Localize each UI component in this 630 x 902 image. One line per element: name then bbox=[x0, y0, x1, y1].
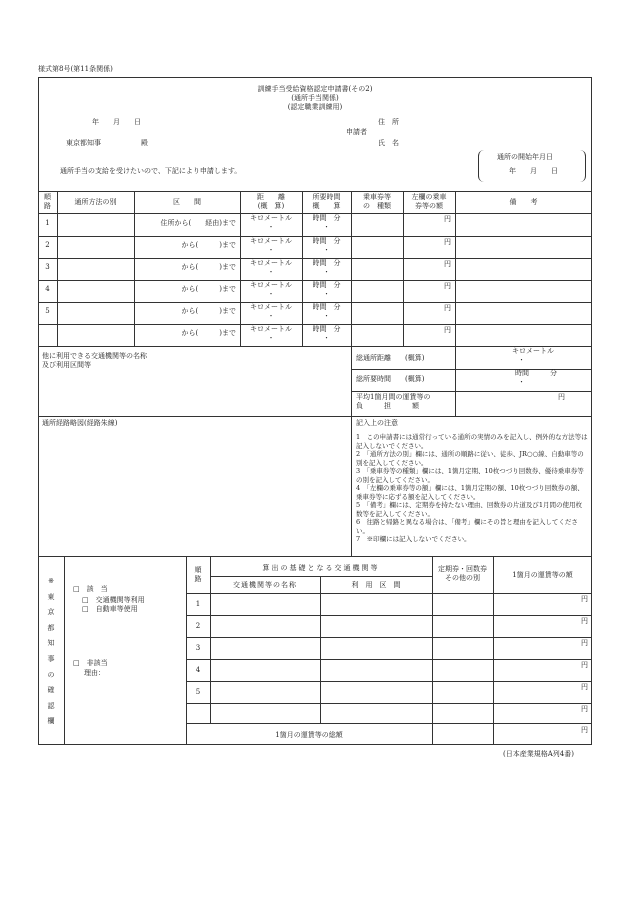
header-remarks: 備 考 bbox=[509, 198, 538, 206]
row-km[interactable]: キロメートル bbox=[250, 303, 292, 311]
date-label[interactable]: 年 月 日 bbox=[92, 118, 141, 126]
total-distance-unit[interactable]: キロメートル bbox=[512, 347, 554, 355]
form-id: 様式第8号(第11条関係) bbox=[38, 65, 113, 73]
not-applicable-checkbox[interactable]: □ 非該当 bbox=[73, 659, 108, 667]
conf-row-yen[interactable]: 円 bbox=[581, 617, 588, 625]
start-date-box[interactable] bbox=[478, 150, 586, 182]
total-distance-dot: ・ bbox=[518, 356, 525, 364]
row-order: 4 bbox=[45, 285, 50, 293]
note-item: 3 「乗車券等の種類」欄には、1箇月定期、10枚つづり回数券、優待乗車券等の別を記入してください。 bbox=[356, 467, 584, 484]
avg-fare-label: 平均1箇月間の運賃等の 負 担 額 bbox=[356, 393, 431, 410]
row-section[interactable]: から( )まで bbox=[181, 307, 236, 315]
row-km[interactable]: キロメートル bbox=[250, 325, 292, 333]
conf-row-order: 4 bbox=[195, 666, 201, 674]
title-line-2: (通所手当関係) bbox=[291, 94, 339, 102]
reason-label[interactable]: 理由： bbox=[84, 669, 105, 677]
row-km[interactable]: キロメートル bbox=[250, 281, 292, 289]
row-section[interactable]: から( )まで bbox=[181, 263, 236, 271]
title-line-3: (認定職業訓練用) bbox=[287, 103, 343, 111]
row-km-dot: ・ bbox=[267, 312, 275, 320]
row-order: 1 bbox=[45, 219, 50, 227]
row-section[interactable]: から( )まで bbox=[181, 329, 236, 337]
conf-row-yen[interactable]: 円 bbox=[581, 661, 588, 669]
total-time-dot: ・ bbox=[518, 378, 525, 386]
col-section: 利 用 区 間 bbox=[351, 581, 401, 589]
row-section[interactable]: から( )まで bbox=[181, 241, 236, 249]
row-order: 2 bbox=[45, 241, 50, 249]
header-fare: 左欄の乗車 券等の額 bbox=[411, 193, 447, 210]
row-time[interactable]: 時間 分 bbox=[312, 281, 341, 289]
addressee: 東京都知事 bbox=[66, 139, 101, 147]
note-item: 7 ※印欄には記入しないでください。 bbox=[356, 535, 471, 543]
header-section: 区 間 bbox=[173, 198, 201, 206]
total-time-label: 総所要時間 (概算) bbox=[356, 375, 425, 383]
conf-total-yen[interactable]: 円 bbox=[581, 726, 588, 734]
row-km-dot: ・ bbox=[267, 223, 275, 231]
avg-fare-unit[interactable]: 円 bbox=[558, 393, 565, 401]
row-yen[interactable]: 円 bbox=[444, 260, 451, 268]
title-line-1: 訓練手当受給資格認定申請書(その2) bbox=[257, 85, 373, 93]
conf-row-yen[interactable]: 円 bbox=[581, 595, 588, 603]
row-section[interactable]: 住所から( 経由)まで bbox=[160, 219, 236, 227]
route-map-area[interactable] bbox=[42, 430, 347, 554]
start-date-value: 年 月 日 bbox=[509, 167, 558, 175]
car-use-checkbox[interactable]: □ 自動車等使用 bbox=[82, 605, 138, 613]
row-time-dot: ・ bbox=[323, 334, 330, 342]
row-km-dot: ・ bbox=[267, 268, 275, 276]
conf-row-yen[interactable]: 円 bbox=[581, 639, 588, 647]
applicant-label: 申請者 bbox=[346, 128, 367, 136]
honorific: 殿 bbox=[141, 139, 148, 147]
col-order: 順 路 bbox=[194, 566, 202, 583]
row-time-dot: ・ bbox=[323, 312, 330, 320]
row-km[interactable]: キロメートル bbox=[250, 259, 292, 267]
header-distance: 距 離 (概 算) bbox=[257, 193, 285, 210]
col-name: 交通機関等の名称 bbox=[233, 581, 297, 589]
header-time: 所要時間 概 算 bbox=[312, 193, 341, 210]
conf-row-order: 3 bbox=[195, 644, 201, 652]
conf-row-yen[interactable]: 円 bbox=[581, 705, 588, 713]
total-fare-label: 1箇月の運賃等の総額 bbox=[275, 731, 343, 739]
row-km[interactable]: キロメートル bbox=[250, 237, 292, 245]
conf-row-order: 5 bbox=[195, 688, 201, 696]
other-transport-label: 他に利用できる交通機関等の名称及び利用区間等 bbox=[42, 352, 147, 369]
row-yen[interactable]: 円 bbox=[444, 304, 451, 312]
header-method: 通所方法の別 bbox=[74, 198, 117, 206]
note-item: 2 「通所方法の別」欄には、通所の順路に従い、徒歩、JR○○線、自動車等の別を記入してください。 bbox=[356, 450, 584, 467]
note-item: 1 この申請書には通常行っている通所の実情のみを記入し、例外的な方法等は記入しないでください。 bbox=[356, 433, 588, 450]
row-time-dot: ・ bbox=[323, 290, 330, 298]
row-yen[interactable]: 円 bbox=[444, 215, 451, 223]
confirmation-side-label: ※ 東 京 都 知 事 の 確 認 欄 bbox=[47, 577, 55, 726]
notes-list bbox=[356, 433, 588, 544]
address-label[interactable]: 住 所 bbox=[378, 118, 399, 126]
row-yen[interactable]: 円 bbox=[444, 282, 451, 290]
footer-standard: (日本産業規格A列4番) bbox=[503, 750, 574, 758]
start-date-label: 通所の開始年月日 bbox=[497, 153, 553, 161]
row-km-dot: ・ bbox=[267, 334, 275, 342]
row-time[interactable]: 時間 分 bbox=[312, 303, 341, 311]
row-time-dot: ・ bbox=[323, 268, 330, 276]
transport-use-checkbox[interactable]: □ 交通機関等利用 bbox=[82, 596, 145, 604]
row-km-dot: ・ bbox=[267, 290, 275, 298]
route-map-label: 通所経路略図(経路朱線) bbox=[42, 419, 118, 427]
row-yen[interactable]: 円 bbox=[444, 238, 451, 246]
row-time-dot: ・ bbox=[323, 246, 330, 254]
row-time[interactable]: 時間 分 bbox=[312, 214, 341, 222]
row-time[interactable]: 時間 分 bbox=[312, 259, 341, 267]
note-item: 6 往路と帰路と異なる場合は、「備考」欄にその旨と理由を記入してください。 bbox=[356, 518, 578, 535]
notes-title: 記入上の注意 bbox=[356, 419, 398, 427]
header-order: 順 路 bbox=[44, 193, 51, 210]
note-item: 5 「備考」欄には、定期券を持たない理由、回数券の片道及び1月間の使用枚数等を記入してください。 bbox=[356, 501, 583, 518]
header-ticket: 乗車券等 の 種類 bbox=[363, 193, 391, 210]
row-time-dot: ・ bbox=[323, 223, 330, 231]
row-order: 3 bbox=[45, 263, 50, 271]
conf-row-yen[interactable]: 円 bbox=[581, 683, 588, 691]
total-time-unit[interactable]: 時間 分 bbox=[515, 369, 557, 377]
applicable-checkbox[interactable]: □ 該 当 bbox=[73, 585, 108, 593]
row-yen[interactable]: 円 bbox=[444, 326, 451, 334]
row-order: 5 bbox=[45, 307, 50, 315]
row-km-dot: ・ bbox=[267, 246, 275, 254]
name-label[interactable]: 氏 名 bbox=[378, 139, 399, 147]
note-item: 4 「左欄の乗車券等の額」欄には、1箇月定期の額、10枚つづり回数券の額、乗車券等に応ずる額を記入してください。 bbox=[356, 484, 584, 501]
row-km[interactable]: キロメートル bbox=[250, 214, 292, 222]
row-time[interactable]: 時間 分 bbox=[312, 237, 341, 245]
request-text: 通所手当の支給を受けたいので、下記により申請します。 bbox=[60, 167, 242, 175]
col-monthly: 1箇月の運賃等の額 bbox=[512, 571, 573, 579]
conf-row-order: 2 bbox=[195, 622, 201, 630]
total-distance-label: 総通所距離 (概算) bbox=[356, 354, 425, 362]
row-section[interactable]: から( )まで bbox=[181, 285, 236, 293]
row-time[interactable]: 時間 分 bbox=[312, 325, 341, 333]
conf-row-order: 1 bbox=[195, 600, 201, 608]
col-basis: 算出の基礎となる交通機関等 bbox=[262, 564, 380, 572]
form-title bbox=[238, 85, 392, 112]
col-pass: 定期券・回数券 その他の別 bbox=[438, 565, 487, 582]
